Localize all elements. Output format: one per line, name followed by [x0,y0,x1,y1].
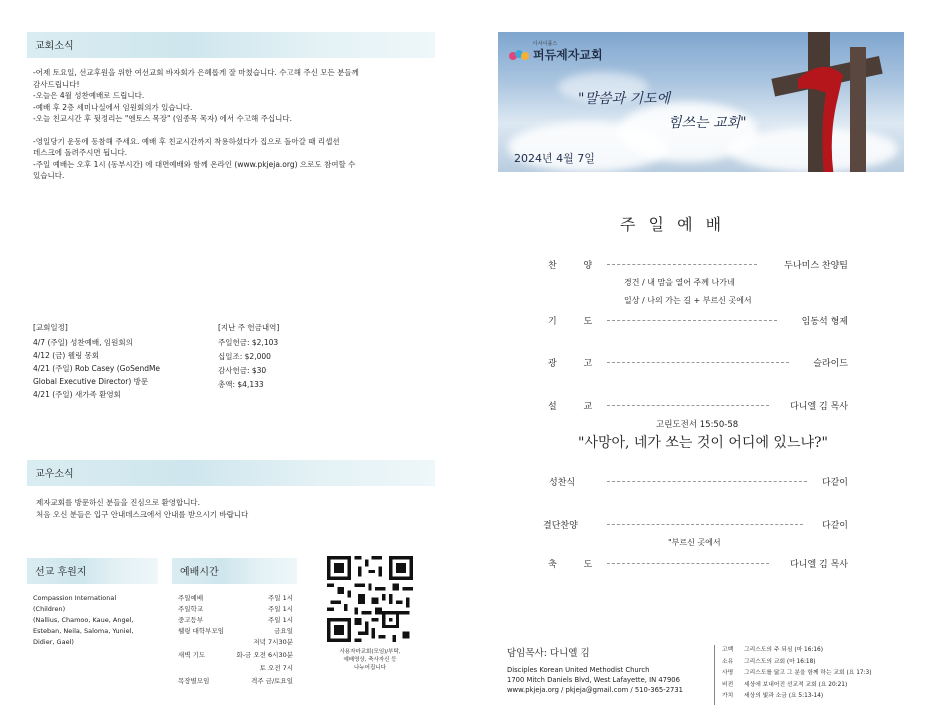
order-leader: 두나미스 찬양팀 [784,261,848,271]
order-label: 기 도 [548,317,605,327]
time-row [178,626,293,637]
worship-times-table [178,593,293,687]
church-name: 퍼듀제자교회 [533,48,603,62]
order-label: 축 도 [548,560,605,570]
mission-line: Didier, Gael) [33,638,74,646]
qr-caption [318,648,422,672]
mission-row [722,668,922,680]
schedule-item: 4/12 (금) 웰링 몽회 [33,350,100,360]
time-row [178,663,293,676]
mission-statement [722,645,922,703]
mission-body [33,593,163,648]
church-news-header [27,32,435,58]
schedule-item: 4/7 (주일) 성찬예배, 임원회의 [33,337,133,347]
bulletin-date: 2024년 4월 7일 [514,152,595,165]
church-address: 1700 Mitch Daniels Blvd, West Lafayette, IN 47906 [507,676,680,684]
closing-song: "부르신 곳에서 [668,538,721,547]
order-leader: 다같이 [821,521,848,531]
mission-line: Compassion International [33,594,117,602]
church-news-title: 교회소식 [35,41,74,52]
time-name: 주일학교 [178,605,204,613]
time-row [178,676,293,687]
mission-row [722,657,922,669]
mission-value: 그리스도를 닮고 그 분을 함께 하는 교회 (요 17:3) [744,670,872,676]
qr-code[interactable] [327,556,413,642]
time-name: 목장별모임 [178,677,210,685]
offering-item: 감사헌금: $30 [218,365,267,375]
footer-divider [714,645,715,705]
time-row [178,615,293,626]
news-line: -주일 예배는 오후 1시 (동부시간) 에 대면예배와 함께 온라인 (www.pkjeja.org) 으로도 참여할 수 [33,159,356,169]
offering-item: 총액: $4,133 [218,379,264,389]
song-item: 일상 / 나의 가는 길 + 부르신 곳에서 [624,296,752,305]
qr-caption-line: 나누어집니다 [354,665,386,671]
news-line: 감사드립니다! [33,79,80,89]
church-english-name: Disciples Korean United Methodist Church [507,666,650,674]
church-schedule [33,322,213,401]
time-value: 화-금 오전 6시30분 [236,651,293,659]
church-small-name: 디사이플스 [533,41,558,47]
mission-line: (Nallius, Chamoo, Kaue, Angel, [33,616,134,624]
time-value: 주일 1시 [267,594,293,602]
mission-line: Esteban, Neila, Saloma, Yuniel, [33,627,134,635]
mission-header [27,558,158,584]
cover-image [498,32,904,172]
time-value: 금요일 [274,627,293,635]
time-row [178,593,293,604]
mission-value: 그리스도의 주 되심 (마 16:16) [744,647,823,653]
leader-line [607,320,777,321]
song-list [624,274,752,310]
qr-caption-line: 사용자마교회(모임)/부탁, [339,649,401,655]
news-line: -어제 토요일, 선교후원을 위한 여선교회 바자회가 은혜롭게 잘 마쳤습니다. 수고해 주신 모든 분들께 [33,68,359,77]
leader-line [607,405,769,406]
visitors-line: 처음 오신 분들은 입구 안내데스크에서 안내를 받으시기 바랍니다 [36,509,249,519]
sermon-title: "사망아, 네가 쏘는 것이 어디에 있느냐?" [578,435,828,451]
visitors-line: 제자교회를 방문하신 분들을 진심으로 환영합니다. [36,498,201,507]
mission-title: 선교 후원지 [35,567,87,578]
order-label: 결단찬양 [543,521,578,531]
logo-icon [508,48,530,62]
time-value: 저녁 7시30분 [253,638,293,646]
schedule-item: 4/21 (주일) 새가족 환영회 [33,389,121,399]
order-label: 성찬식 [549,478,576,488]
offering-item: 십일조: $2,000 [218,351,271,361]
leader-line [607,563,769,564]
mission-row [722,691,922,703]
news-line: -영일당기 운동에 동참해 주세요. 예배 후 친교시간까지 착용하셨다가 집으로 돌아갈 때 리셉션 [33,136,340,146]
news-line: -오늘은 4월 성찬예배로 드립니다. [33,91,145,100]
news-line [33,125,433,136]
mission-value: 세상에 보내어진 선교적 교회 (요 20:21) [744,681,848,688]
church-news-body [33,67,433,182]
visitors-header [27,460,435,486]
time-value: 주일 1시 [267,616,293,624]
footer-info [507,645,707,695]
order-label: 찬 양 [548,261,605,271]
qr-caption-line: 예배영상, 축사자신 등 [343,657,397,663]
order-leader: 다같이 [821,478,848,488]
worship-title: 주 일 예 배 [620,215,726,234]
schedule-item: 4/21 (주일) Rob Casey (GoSendMe [33,363,161,373]
worship-times-header [172,558,297,584]
news-line: 데스크에 돌려주시면 됩니다. [33,148,128,157]
time-row [178,637,293,650]
order-leader: 다니엘 김 목사 [790,560,848,570]
mission-line: (Children) [33,605,66,613]
time-value: 토 오전 7시 [259,664,293,672]
offering-header: [지난 주 헌금내역] [218,323,280,332]
order-leader: 임동석 형제 [801,317,848,327]
time-name: 주일예배 [178,594,204,602]
order-leader: 슬라이드 [813,359,848,369]
time-value: 주일 1시 [267,605,293,613]
mission-key: 사명 [722,670,734,676]
mission-key: 가치 [722,693,734,699]
time-name: 새벽 기도 [178,651,206,659]
song-item: 경건 / 내 맘을 열어 주께 나가네 [624,278,735,287]
visitors-title: 교우소식 [35,469,74,480]
mission-value: 세상의 빛과 소금 (요 5:13-14) [744,693,824,699]
schedule-item: Global Executive Director) 방문 [33,376,149,386]
time-name: 웰링 대학부모임 [178,627,225,635]
mission-row [722,645,922,657]
slogan-line-2: 힘쓰는 교회" [668,115,747,131]
mission-row [722,680,922,692]
time-row [178,604,293,615]
leader-line [607,362,789,363]
mission-value: 그리스도의 교회 (마 16:18) [744,658,816,665]
leader-line [607,524,803,525]
time-name: 중고등부 [178,616,204,624]
order-leader: 다니엘 김 목사 [790,402,848,412]
order-label: 광 고 [548,359,605,369]
offering-summary [218,322,368,392]
news-line: 있습니다. [33,171,65,180]
church-logo [508,40,618,64]
time-row [178,650,293,663]
church-contact[interactable]: www.pkjeja.org / pkjeja@gmail.com / 510-365-2731 [507,686,683,694]
scripture-ref: 고린도전서 15:50-58 [656,420,739,430]
mission-key: 고백 [722,647,734,653]
news-line: -오늘 친교시간 후 뒷정리는 "엔토스 목장" (임종목 목자) 에서 수고해 주십니다. [33,114,293,123]
order-label: 설 교 [548,402,605,412]
leader-line [607,481,807,482]
schedule-header: [교회일정] [33,323,68,332]
time-value: 격주 금/토요일 [251,677,293,685]
slogan-line-1: "말씀과 기도에 [578,91,671,107]
mission-key: 소유 [722,658,734,665]
news-line: -예배 후 2층 세미나실에서 임원회의가 있습니다. [33,102,193,112]
pastor-name: 담임목사: 다니엘 김 [507,648,590,659]
cross-icon [768,32,898,172]
leader-line [607,264,757,265]
offering-item: 주일헌금: $2,103 [218,337,279,347]
worship-times-title: 예배시간 [180,567,219,578]
visitors-body [36,497,436,520]
mission-key: 비전 [722,681,734,688]
